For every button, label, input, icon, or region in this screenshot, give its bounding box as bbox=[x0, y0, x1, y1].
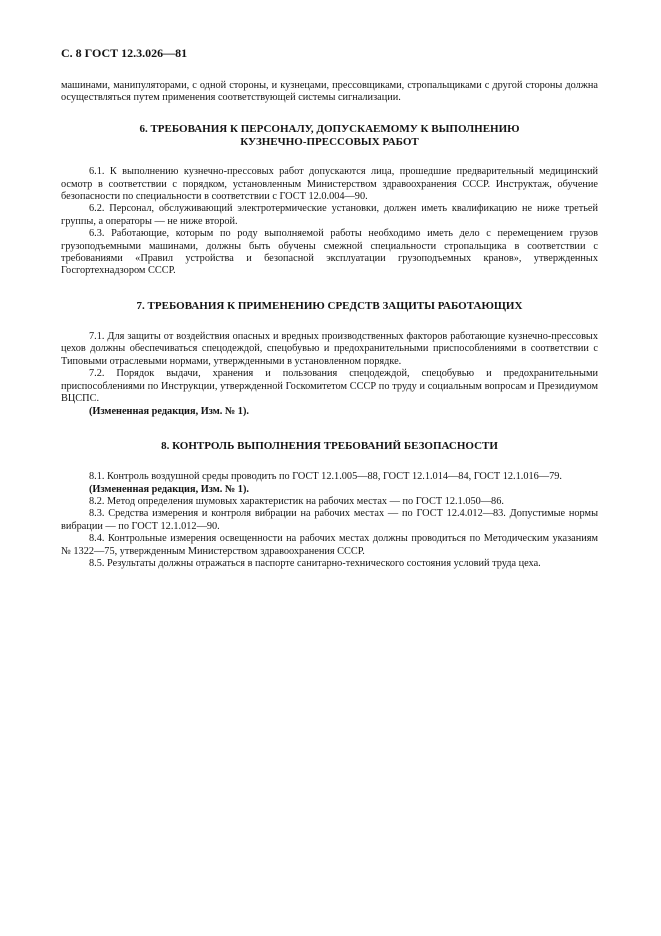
running-header: С. 8 ГОСТ 12.3.026—81 bbox=[61, 46, 188, 60]
section-7-title: 7. ТРЕБОВАНИЯ К ПРИМЕНЕНИЮ СРЕДСТВ ЗАЩИТЫ РАБОТАЮЩИХ bbox=[136, 299, 523, 312]
paragraph-7-2: 7.2. Порядок выдачи, хранения и пользования спецодеждой, спецобувью и предохранительными приспособлениями по Инструкции, утвержденной Госкомитетом СССР по труду и социальным вопросам и Президиумом ВЦСПС. bbox=[61, 368, 598, 405]
paragraph-8-4: 8.4. Контрольные измерения освещенности на рабочих местах должны проводиться по Методическим указаниям № 1322—75, утвержденным Министерством здравоохранения СССР. bbox=[61, 533, 598, 557]
amendment-note-8: (Измененная редакция, Изм. № 1). bbox=[89, 483, 249, 495]
section-6-title-line2: КУЗНЕЧНО-ПРЕССОВЫХ РАБОТ bbox=[240, 136, 419, 149]
section-6-heading bbox=[61, 123, 598, 149]
paragraph-8-5: 8.5. Результаты должны отражаться в паспорте санитарно-технического состояния условий труда цеха. bbox=[89, 557, 541, 569]
paragraph-6-2: 6.2. Персонал, обслуживающий электротермические установки, должен иметь квалификацию не ниже третьей группы, а операторы — не ниже второй. bbox=[61, 203, 598, 227]
paragraph-8-2: 8.2. Метод определения шумовых характеристик на рабочих местах — по ГОСТ 12.1.050—86. bbox=[89, 495, 504, 507]
paragraph-7-1: 7.1. Для защиты от воздействия опасных и вредных производственных факторов работающие кузнечно-прессовых цехов должны обеспечиваться спецодеждой, спецобувью и предохранительными приспособлениями в соответствии с Типовыми отраслевыми нормами, утвержденными в установленном порядке. bbox=[61, 331, 598, 367]
paragraph-6-1: 6.1. К выполнению кузнечно-прессовых работ допускаются лица, прошедшие предварительный медицинский осмотр в соответствии с порядком, установленным Министерством здравоохранения СССР. Инструктаж, обучение безопасности по специальности в соответствии с ГОСТ 12.0.004—90. bbox=[61, 166, 598, 203]
paragraph-8-1: 8.1. Контроль воздушной среды проводить по ГОСТ 12.1.005—88, ГОСТ 12.1.014—84, ГОСТ 12.1.016—79. bbox=[89, 471, 562, 483]
section-8-title: 8. КОНТРОЛЬ ВЫПОЛНЕНИЯ ТРЕБОВАНИЙ БЕЗОПАСНОСТИ bbox=[161, 439, 498, 452]
intro-paragraph: машинами, манипуляторами, с одной стороны, и кузнецами, прессовщиками, стропальщиками с другой стороны должна осуществляться путем применения соответствующей системы сигнализации. bbox=[61, 80, 598, 104]
paragraph-8-3: 8.3. Средства измерения и контроля вибрации на рабочих местах — по ГОСТ 12.4.012—83. Допустимые нормы вибрации — по ГОСТ 12.1.012—90. bbox=[61, 508, 598, 532]
paragraph-6-3: 6.3. Работающие, которым по роду выполняемой работы необходимо иметь дело с перемещением грузов грузоподъемными машинами, должны быть обучены смежной специальности стропальщика в соответствии с требованиями «Правил устройства и безопасной эксплуатации грузоподъемных кранов», утвержденных Госгортехнадзором СССР. bbox=[61, 228, 598, 277]
amendment-note-7: (Измененная редакция, Изм. № 1). bbox=[89, 405, 249, 417]
document-page bbox=[61, 46, 598, 570]
section-6-title-line1: 6. ТРЕБОВАНИЯ К ПЕРСОНАЛУ, ДОПУСКАЕМОМУ К ВЫПОЛНЕНИЮ bbox=[139, 122, 520, 135]
